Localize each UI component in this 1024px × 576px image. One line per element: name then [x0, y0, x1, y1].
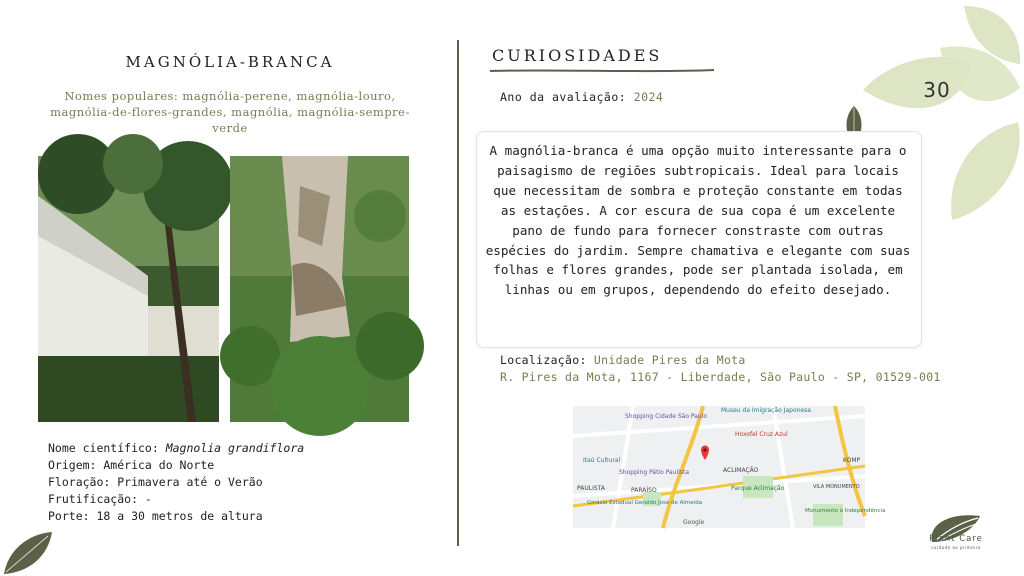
plant-name-title: MAGNÓLIA-BRANCA: [125, 53, 335, 71]
leaf-decoration-bottom-left: [0, 530, 56, 576]
map-label-vila-monumento: VILA MONUMENTO: [813, 484, 860, 490]
map-label-hospital: Hoxofel Cruz Azul: [735, 431, 788, 438]
popular-names: Nomes populares: magnólia-perene, magnólia-louro, magnólia-de-flores-grandes, magnólia, magnólia-sempre-verde: [50, 89, 410, 135]
scientific-name-value: Magnolia grandiflora: [165, 441, 305, 455]
map-label-shopping-cidade: Shopping Cidade São Paulo: [625, 413, 708, 420]
map-label-aclimacao: ACLIMAÇÃO: [723, 467, 759, 474]
location-line: [500, 352, 941, 369]
map-label-ginasio: Ginásio Estadual Geraldo José de Almeida: [587, 500, 703, 506]
column-divider: [456, 40, 460, 546]
location-unit: Unidade Pires da Mota: [593, 353, 746, 367]
map-label-komp: KOMP: [843, 457, 861, 464]
curiosities-text: A magnólia-branca é uma opção muito interessante para o paisagismo de regiões subtropicais. Ideal para locais que necessitam de sombra e proteção constante em todas as estações. A cor escura de sua copa é um excelente pano de fundo para fornecer constraste com outras espécies do jardim. Sempre chamativa e elegante com suas folhas e flores grandes, pode ser plantada isolada, em linhas ou em grupos, dependendo do efeito desejado.: [485, 143, 911, 298]
origin-line: Origem: América do Norte: [48, 458, 215, 472]
map-label-monumento: Monumento à Independência: [805, 508, 886, 514]
evaluation-year: [500, 90, 663, 104]
plant-photo-trunk: [230, 156, 409, 422]
map-google-logo: Google: [683, 519, 705, 526]
map-label-parque: Parque Aclimação: [731, 485, 785, 492]
scientific-name-label: Nome científico:: [48, 441, 166, 455]
curiosities-heading: CURIOSIDADES: [492, 46, 663, 65]
map-label-museu: Museu da Imigração Japonesa: [721, 407, 811, 414]
plant-facts: [48, 440, 408, 525]
size-line: Porte: 18 a 30 metros de altura: [48, 509, 263, 523]
scientific-name-line: [48, 440, 408, 457]
brand-tagline: cuidado ao primeiro: [931, 545, 981, 550]
map-label-itau: Itaú Cultural: [583, 457, 621, 464]
page-number: 30: [923, 78, 951, 102]
location-label: Localização:: [500, 353, 587, 367]
heading-underline: [490, 68, 714, 74]
brand-name: Plant Care: [929, 534, 983, 544]
flowering-line: Floração: Primavera até o Verão: [48, 475, 263, 489]
map-label-paulista: PAULISTA: [577, 485, 605, 492]
location-address: R. Pires da Mota, 1167 - Liberdade, São Paulo - SP, 01529-001: [500, 370, 941, 384]
map-label-paraiso: PARAÍSO: [631, 487, 657, 494]
location-map[interactable]: [573, 406, 886, 528]
map-label-patio-paulista: Shopping Pátio Paulista: [619, 469, 690, 476]
location-block: [500, 352, 941, 386]
plant-photo-wall: [38, 156, 219, 422]
evaluation-year-value: 2024: [633, 90, 664, 104]
evaluation-year-label: Ano da avaliação:: [500, 90, 627, 104]
fruiting-line: Frutificação: -: [48, 492, 152, 506]
